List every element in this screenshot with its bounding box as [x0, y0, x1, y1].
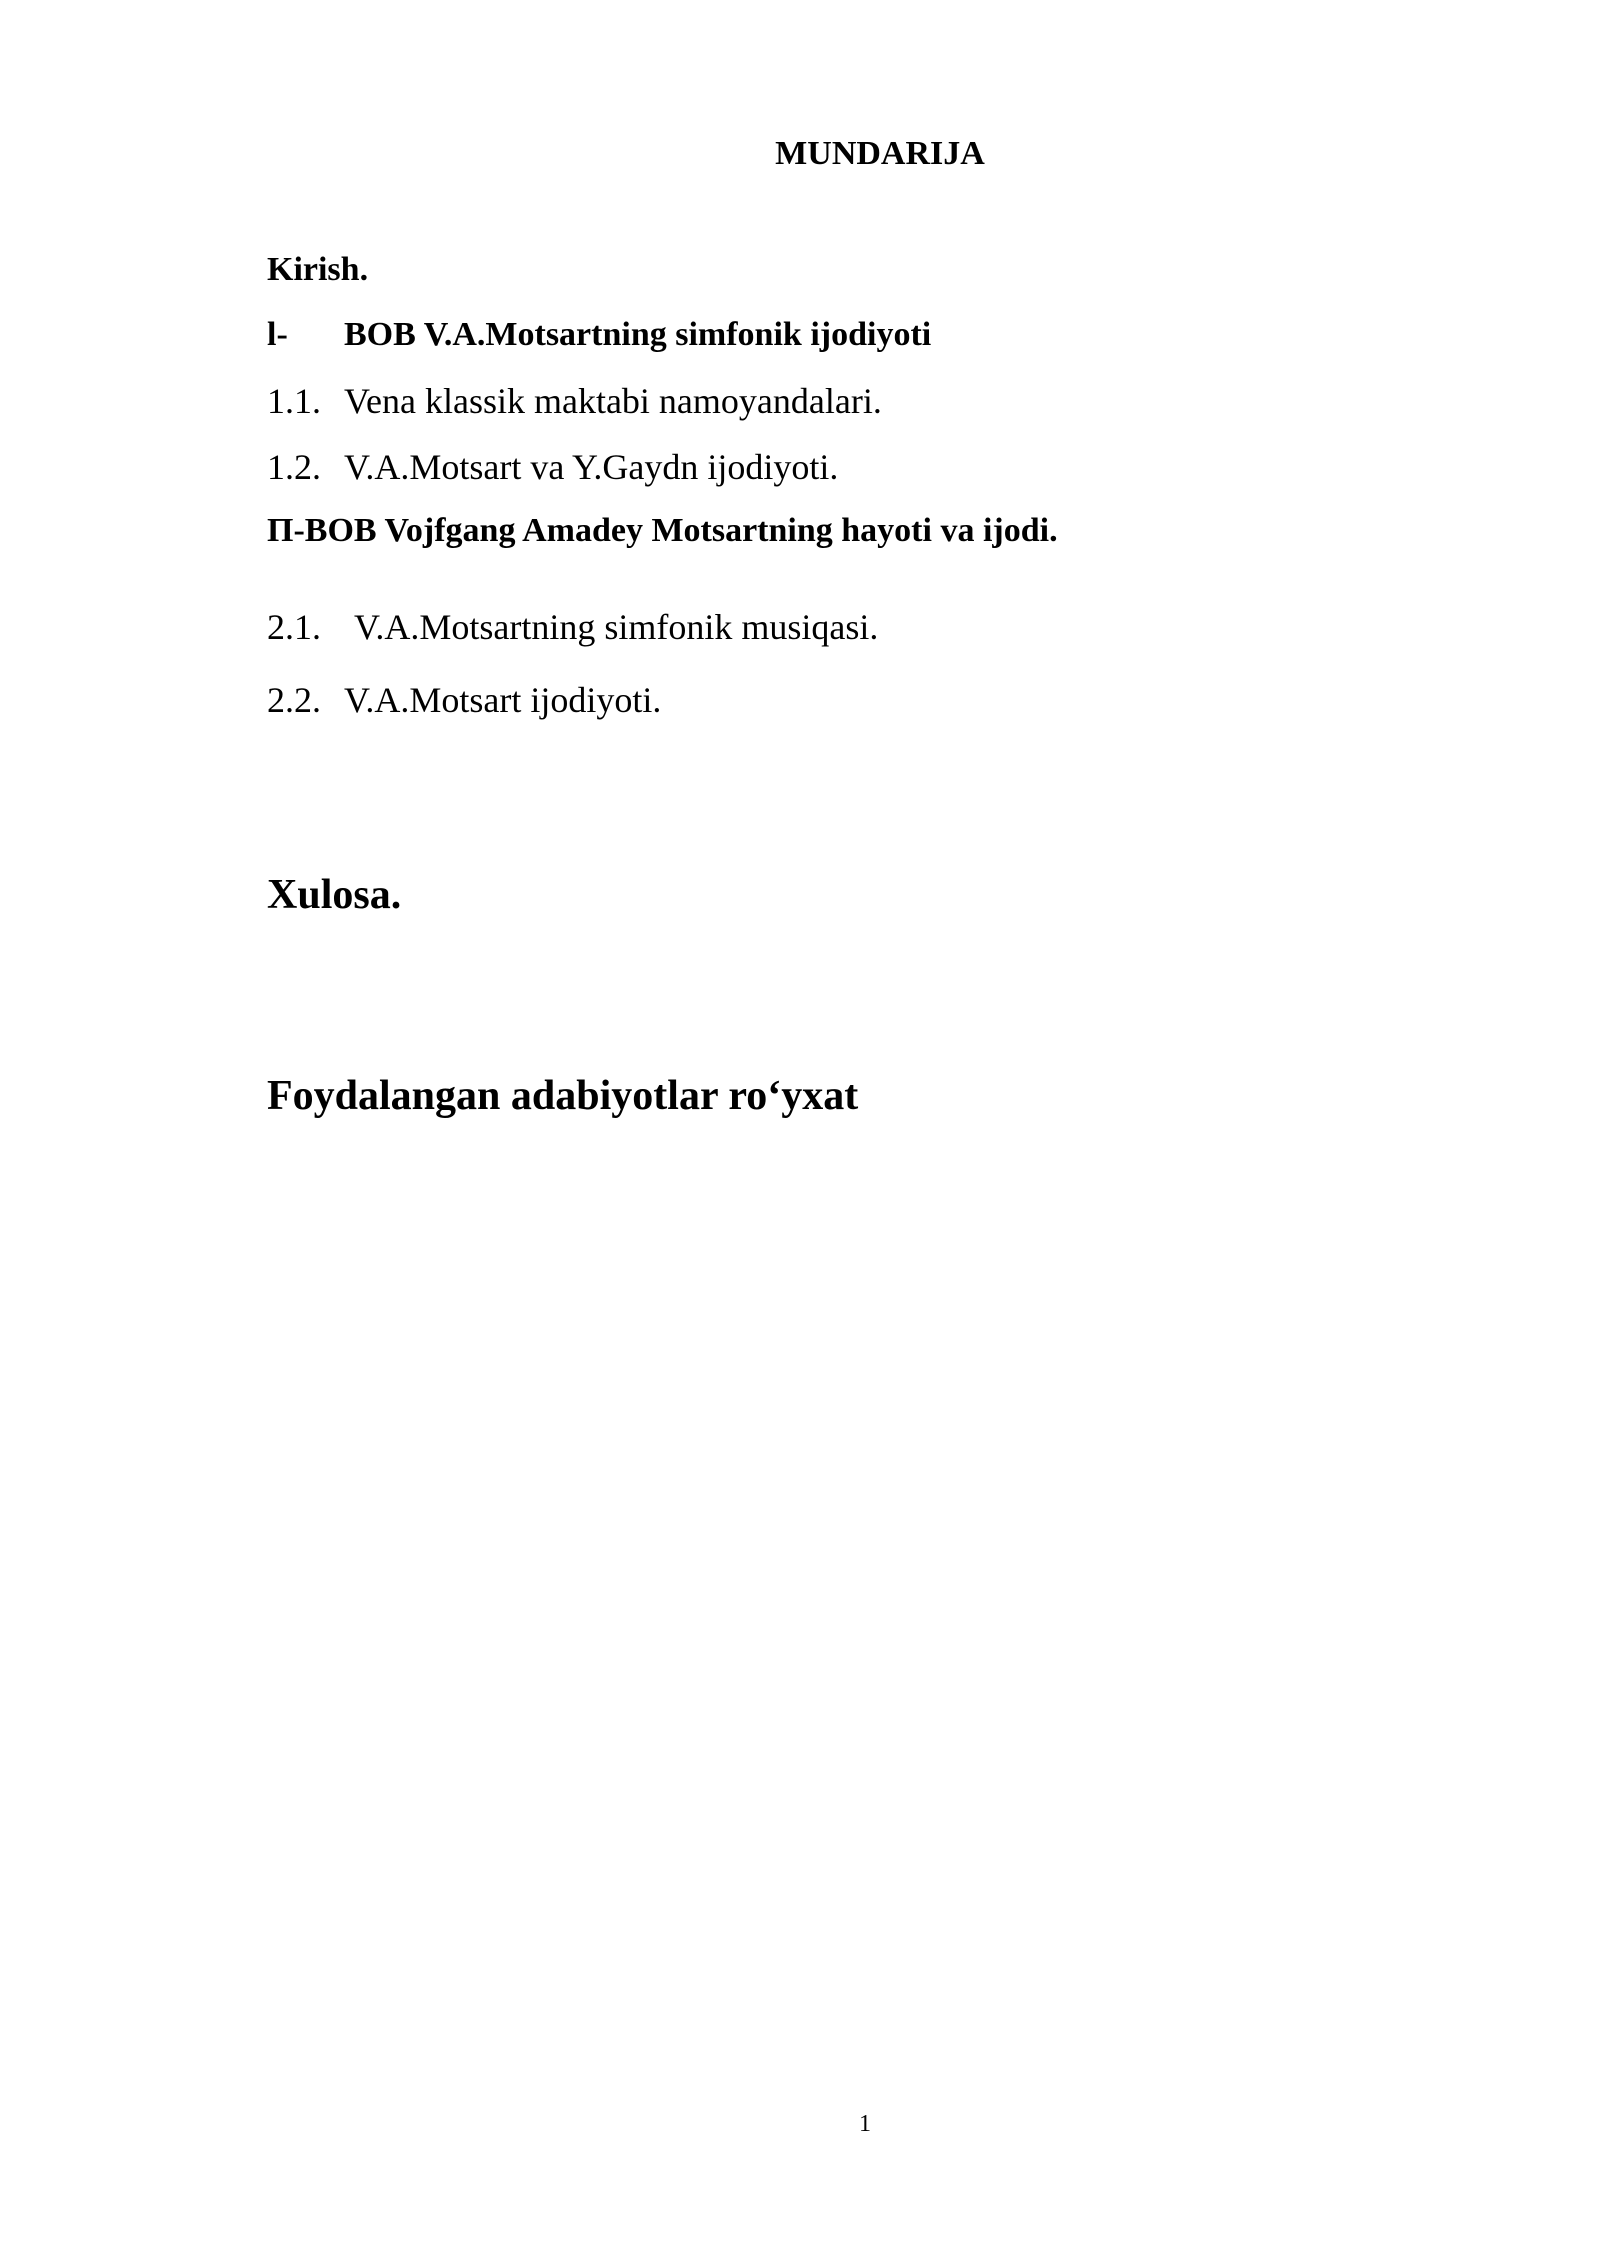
toc-entry-section-2-1	[267, 609, 878, 645]
toc-entry-number: 1.1.	[267, 381, 321, 421]
toc-entry-text: V.A.Motsart ijodiyoti.	[344, 680, 662, 720]
page-title: MUNDARIJA	[775, 135, 985, 172]
toc-entry-text: Xulosa.	[267, 872, 402, 918]
toc-entry-number: 2.1.	[267, 607, 321, 647]
toc-entry-text: Vena klassik maktabi namoyandalari.	[344, 381, 882, 421]
toc-entry-chapter-1	[267, 318, 931, 352]
page-number: 1	[859, 2111, 871, 2137]
toc-entry-section-1-1	[267, 383, 882, 419]
toc-entry-text: BOB V.A.Motsartning simfonik ijodiyoti	[344, 316, 932, 353]
toc-entry-text: П-BOB Vojfgang Amadey Motsartning hayoti va ijodi.	[267, 512, 1058, 549]
toc-entry-conclusion	[267, 874, 401, 916]
toc-entry-number: 1.2.	[267, 447, 321, 487]
toc-entry-number: l-	[267, 316, 288, 353]
toc-entry-section-2-2	[267, 682, 661, 718]
toc-entry-references	[267, 1075, 858, 1117]
toc-entry-text: Kirish.	[267, 251, 369, 288]
toc-entry-number: 2.2.	[267, 680, 321, 720]
toc-entry-text: Foydalangan adabiyotlar ro‘yxat	[267, 1073, 859, 1119]
toc-entry-introduction	[267, 253, 368, 287]
toc-entry-text: V.A.Motsartning simfonik musiqasi.	[354, 607, 879, 647]
toc-entry-text: V.A.Motsart va Y.Gaydn ijodiyoti.	[344, 447, 839, 487]
toc-entry-chapter-2	[267, 514, 1058, 548]
toc-entry-section-1-2	[267, 449, 838, 485]
